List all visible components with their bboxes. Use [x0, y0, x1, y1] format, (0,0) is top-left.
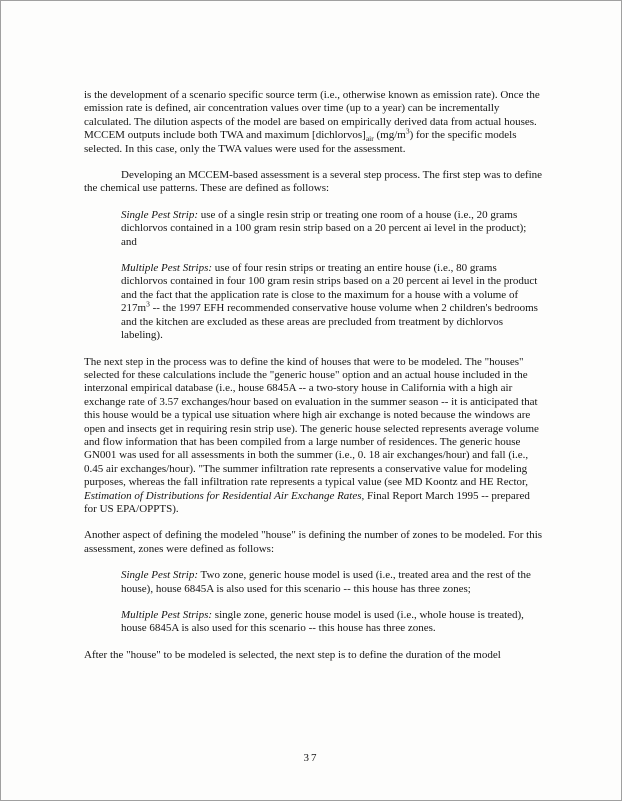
paragraph-7-single-pest-strip-zones	[121, 569, 543, 596]
superscript-3: 3	[146, 299, 150, 309]
paragraph-1-text-3: ) for the specific models selected. In this case, only the TWA values were used for the assessment.	[84, 129, 517, 155]
paragraph-8-multiple-pest-strips-zones	[121, 609, 543, 636]
paragraph-3-text: use of a single resin strip or treating one room of a house (i.e., 20 grams dichlorvos contained in a 100 gram resin strip based on a 20 percent ai level in the product); and	[121, 208, 527, 248]
multiple-pest-strips-label: Multiple Pest Strips:	[121, 609, 213, 621]
paragraph-9-text: After the "house" to be modeled is selected, the next step is to define the duration of the model	[84, 648, 501, 661]
page-body	[84, 89, 543, 662]
superscript-3: 3	[405, 126, 410, 136]
subscript-air: air	[365, 134, 374, 144]
paragraph-1	[84, 89, 543, 156]
multiple-pest-strips-label: Multiple Pest Strips:	[121, 262, 213, 275]
single-pest-strip-label: Single Pest Strip:	[121, 569, 198, 582]
paragraph-8-text: single zone, generic house model is used (i.e., whole house is treated), house 6845A is also used for this scenario -- this house has three zones.	[121, 609, 524, 635]
paragraph-6	[84, 529, 543, 556]
paragraph-5	[84, 356, 543, 517]
paragraph-4-text-2: -- the 1997 EFH recommended conservative house volume when 2 children's bedrooms and the kitchen are excluded as these areas are precluded from treatment by dichlorvos labeling).	[121, 302, 538, 342]
paragraph-4-multiple-pest-strips	[121, 262, 543, 342]
paragraph-2	[84, 169, 543, 196]
paragraph-3-single-pest-strip	[121, 209, 543, 249]
report-citation: Estimation of Distributions for Residential Air Exchange Rates,	[84, 489, 365, 502]
paragraph-4-text: use of four resin strips or treating an entire house (i.e., 80 grams dichlorvos contained in four 100 gram resin strips based on a 20 percent ai level in the product and the fact that the application rate is close to the maximum for a house with a volume of 217m	[121, 262, 538, 315]
paragraph-5-text-2: Final Report March 1995 -- prepared for US EPA/OPPTS).	[84, 489, 530, 515]
paragraph-6-text: Another aspect of defining the modeled "house" is defining the number of zones to be modeled. For this assessment, zones were defined as follows:	[84, 529, 543, 555]
single-pest-strip-label: Single Pest Strip:	[121, 208, 198, 221]
paragraph-7-text: Two zone, generic house model is used (i.e., treated area and the rest of the house), house 6845A is also used for this scenario -- this house has three zones;	[121, 569, 531, 595]
paragraph-5-text: The next step in the process was to define the kind of houses that were to be modeled. The "houses" selected for these calculations include the "generic house" option and an actual house included in the interzonal empirical database (i.e., house 6845A -- a two-story house in California with a high air exchange rate of 3.57 exchanges/hour based on evaluation in the summer season -- it is anticipated that this house would be a typical use situation where high air exchange is noted because the windows are open and insects get in requiring resin strip use). The generic house selected represents average volume and flow information that has been compiled from a large number of residences. The generic house GN001 was used for all assessments in both the summer (i.e., 0. 18 air exchanges/hour) and fall (i.e., 0.45 air exchanges/hour). "The summer infiltration rate represents a conservative value for modeling purposes, whereas the fall infiltration rate represents a typical value (see MD Koontz and HE Rector,	[84, 355, 539, 489]
paragraph-1-text-2: (mg/m	[373, 129, 406, 142]
paragraph-9	[84, 649, 543, 662]
page-number: 37	[303, 752, 319, 764]
paragraph-1-text: is the development of a scenario specific source term (i.e., otherwise known as emission rate). Once the emission rate is defined, air concentration values over time (up to a year) can be incrementally calculated. The dilution aspects of the model are based on empirically derived data from actual houses. MCCEM outputs include both TWA and maximum [dichlorvos]	[84, 89, 540, 142]
paragraph-2-text: Developing an MCCEM-based assessment is a several step process. The first step was to define the chemical use patterns. These are defined as follows:	[84, 169, 543, 195]
